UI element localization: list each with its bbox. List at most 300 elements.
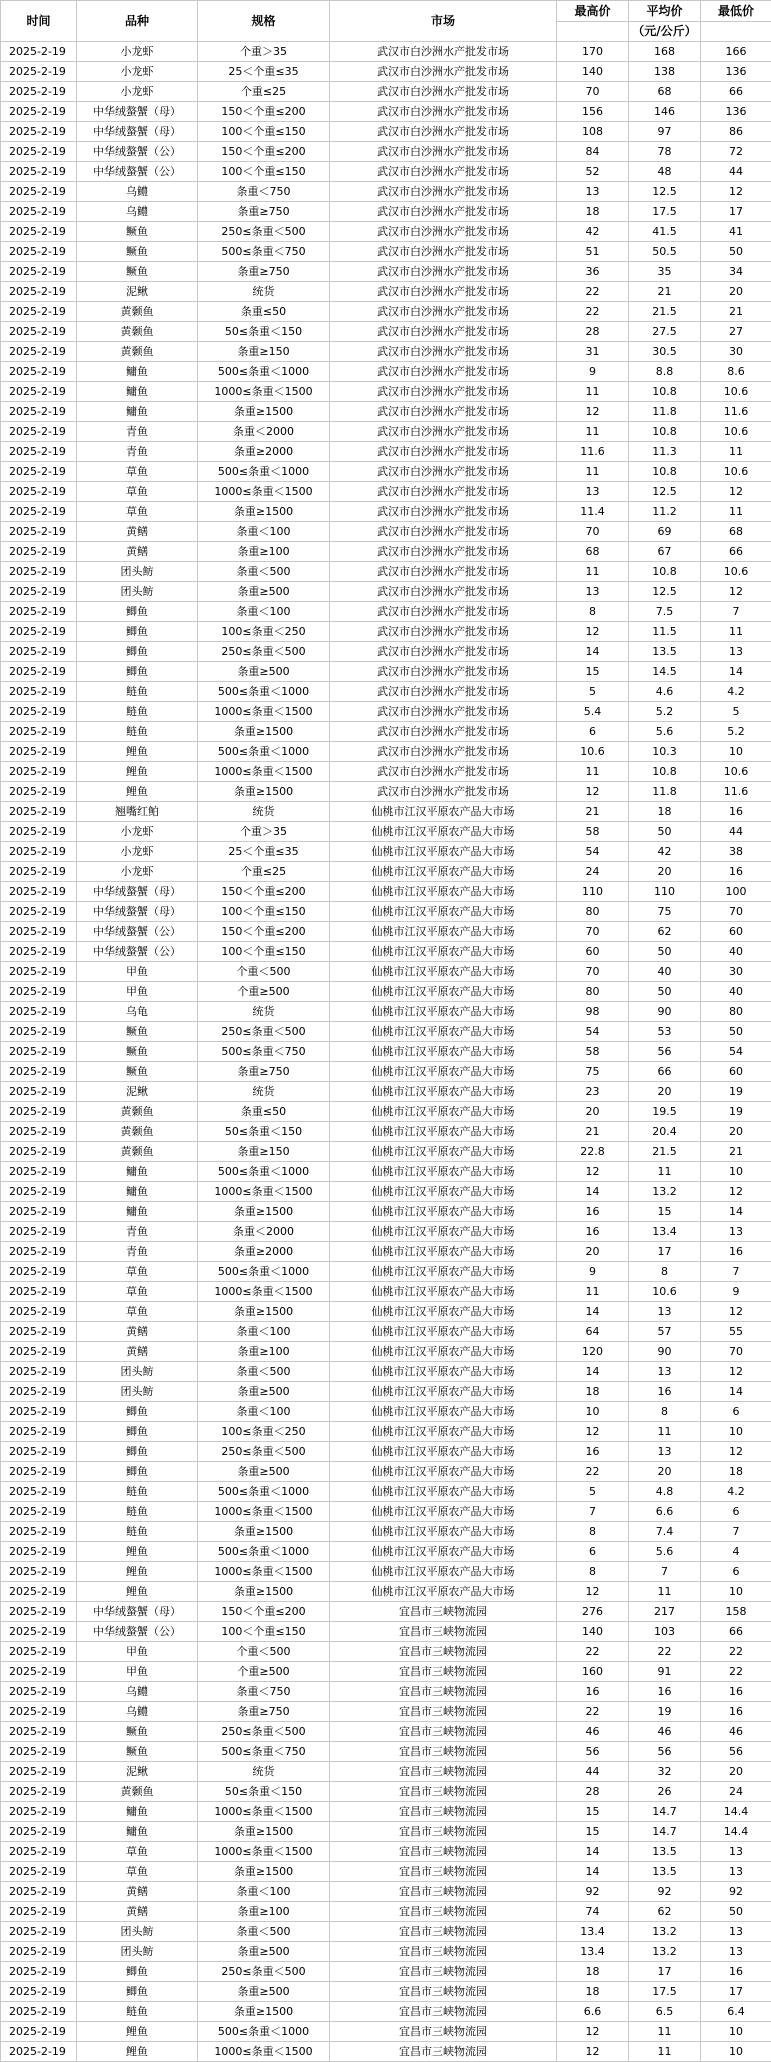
cell-avg-price: 67 xyxy=(629,542,701,562)
cell-time: 2025-2-19 xyxy=(1,202,77,222)
cell-variety: 鳜鱼 xyxy=(77,1042,198,1062)
table-row xyxy=(1,1342,771,1362)
cell-spec: 条重≥1500 xyxy=(198,402,330,422)
table-row xyxy=(1,522,771,542)
cell-spec: 条重＜500 xyxy=(198,562,330,582)
cell-spec: 条重＜100 xyxy=(198,1402,330,1422)
cell-variety: 甲鱼 xyxy=(77,962,198,982)
cell-min-price: 20 xyxy=(701,282,771,302)
cell-spec: 250≤条重＜500 xyxy=(198,1722,330,1742)
cell-market: 仙桃市江汉平原农产品大市场 xyxy=(330,1282,557,1302)
cell-time: 2025-2-19 xyxy=(1,702,77,722)
cell-market: 仙桃市江汉平原农产品大市场 xyxy=(330,1102,557,1122)
cell-time: 2025-2-19 xyxy=(1,402,77,422)
cell-spec: 500≤条重＜750 xyxy=(198,1742,330,1762)
cell-avg-price: 14.7 xyxy=(629,1802,701,1822)
cell-min-price: 38 xyxy=(701,842,771,862)
cell-min-price: 66 xyxy=(701,1622,771,1642)
cell-time: 2025-2-19 xyxy=(1,542,77,562)
cell-market: 仙桃市江汉平原农产品大市场 xyxy=(330,1082,557,1102)
table-row xyxy=(1,842,771,862)
cell-variety: 鲫鱼 xyxy=(77,1442,198,1462)
cell-max-price: 15 xyxy=(557,1822,629,1842)
cell-min-price: 41 xyxy=(701,222,771,242)
cell-max-price: 5 xyxy=(557,1482,629,1502)
cell-min-price: 13 xyxy=(701,1842,771,1862)
cell-time: 2025-2-19 xyxy=(1,1242,77,1262)
cell-market: 武汉市白沙洲水产批发市场 xyxy=(330,202,557,222)
cell-variety: 鳜鱼 xyxy=(77,242,198,262)
cell-time: 2025-2-19 xyxy=(1,42,77,62)
cell-time: 2025-2-19 xyxy=(1,1622,77,1642)
cell-variety: 鲫鱼 xyxy=(77,1462,198,1482)
cell-market: 仙桃市江汉平原农产品大市场 xyxy=(330,1342,557,1362)
cell-min-price: 10 xyxy=(701,2042,771,2062)
table-row xyxy=(1,1542,771,1562)
cell-variety: 鳜鱼 xyxy=(77,222,198,242)
cell-max-price: 18 xyxy=(557,1962,629,1982)
table-row xyxy=(1,362,771,382)
cell-market: 武汉市白沙洲水产批发市场 xyxy=(330,582,557,602)
cell-time: 2025-2-19 xyxy=(1,1202,77,1222)
cell-variety: 青鱼 xyxy=(77,442,198,462)
cell-min-price: 10 xyxy=(701,2022,771,2042)
cell-time: 2025-2-19 xyxy=(1,942,77,962)
cell-max-price: 22.8 xyxy=(557,1142,629,1162)
cell-avg-price: 4.6 xyxy=(629,682,701,702)
cell-max-price: 14 xyxy=(557,1842,629,1862)
cell-time: 2025-2-19 xyxy=(1,442,77,462)
cell-min-price: 44 xyxy=(701,162,771,182)
cell-avg-price: 56 xyxy=(629,1042,701,1062)
cell-time: 2025-2-19 xyxy=(1,1282,77,1302)
cell-spec: 条重≥1500 xyxy=(198,1302,330,1322)
cell-spec: 1000≤条重＜1500 xyxy=(198,1182,330,1202)
cell-variety: 小龙虾 xyxy=(77,82,198,102)
cell-avg-price: 11.5 xyxy=(629,622,701,642)
cell-market: 宜昌市三峡物流园 xyxy=(330,1622,557,1642)
cell-time: 2025-2-19 xyxy=(1,1942,77,1962)
cell-time: 2025-2-19 xyxy=(1,1922,77,1942)
cell-min-price: 50 xyxy=(701,1022,771,1042)
cell-max-price: 21 xyxy=(557,1122,629,1142)
cell-max-price: 12 xyxy=(557,622,629,642)
cell-market: 宜昌市三峡物流园 xyxy=(330,1802,557,1822)
cell-variety: 泥鳅 xyxy=(77,1762,198,1782)
cell-variety: 鲤鱼 xyxy=(77,742,198,762)
cell-max-price: 28 xyxy=(557,1782,629,1802)
cell-avg-price: 10.8 xyxy=(629,762,701,782)
cell-min-price: 6.4 xyxy=(701,2002,771,2022)
cell-max-price: 16 xyxy=(557,1222,629,1242)
cell-min-price: 6 xyxy=(701,1502,771,1522)
cell-avg-price: 75 xyxy=(629,902,701,922)
table-row xyxy=(1,582,771,602)
cell-max-price: 16 xyxy=(557,1682,629,1702)
cell-min-price: 10.6 xyxy=(701,562,771,582)
cell-market: 仙桃市江汉平原农产品大市场 xyxy=(330,1542,557,1562)
cell-variety: 鲤鱼 xyxy=(77,2022,198,2042)
cell-max-price: 22 xyxy=(557,1702,629,1722)
cell-variety: 乌鳢 xyxy=(77,182,198,202)
cell-min-price: 136 xyxy=(701,102,771,122)
cell-min-price: 5.2 xyxy=(701,722,771,742)
cell-market: 仙桃市江汉平原农产品大市场 xyxy=(330,942,557,962)
cell-max-price: 16 xyxy=(557,1442,629,1462)
cell-min-price: 44 xyxy=(701,822,771,842)
cell-max-price: 36 xyxy=(557,262,629,282)
cell-min-price: 12 xyxy=(701,1182,771,1202)
cell-max-price: 14 xyxy=(557,1862,629,1882)
cell-variety: 鲢鱼 xyxy=(77,1502,198,1522)
table-row xyxy=(1,1982,771,2002)
cell-market: 武汉市白沙洲水产批发市场 xyxy=(330,82,557,102)
cell-time: 2025-2-19 xyxy=(1,842,77,862)
table-row xyxy=(1,1882,771,1902)
cell-variety: 草鱼 xyxy=(77,482,198,502)
table-row xyxy=(1,222,771,242)
cell-max-price: 58 xyxy=(557,822,629,842)
cell-market: 武汉市白沙洲水产批发市场 xyxy=(330,682,557,702)
cell-avg-price: 11 xyxy=(629,2022,701,2042)
cell-avg-price: 12.5 xyxy=(629,182,701,202)
cell-max-price: 12 xyxy=(557,2022,629,2042)
cell-max-price: 54 xyxy=(557,1022,629,1042)
cell-avg-price: 5.6 xyxy=(629,722,701,742)
cell-min-price: 16 xyxy=(701,1962,771,1982)
cell-avg-price: 90 xyxy=(629,1342,701,1362)
cell-max-price: 18 xyxy=(557,202,629,222)
cell-market: 仙桃市江汉平原农产品大市场 xyxy=(330,1422,557,1442)
cell-market: 武汉市白沙洲水产批发市场 xyxy=(330,62,557,82)
cell-time: 2025-2-19 xyxy=(1,322,77,342)
cell-time: 2025-2-19 xyxy=(1,122,77,142)
cell-variety: 中华绒螯蟹（公） xyxy=(77,922,198,942)
cell-market: 武汉市白沙洲水产批发市场 xyxy=(330,342,557,362)
cell-market: 宜昌市三峡物流园 xyxy=(330,1662,557,1682)
cell-min-price: 6 xyxy=(701,1402,771,1422)
cell-variety: 草鱼 xyxy=(77,1842,198,1862)
cell-min-price: 70 xyxy=(701,1342,771,1362)
cell-time: 2025-2-19 xyxy=(1,1482,77,1502)
cell-avg-price: 42 xyxy=(629,842,701,862)
cell-market: 武汉市白沙洲水产批发市场 xyxy=(330,442,557,462)
table-row xyxy=(1,382,771,402)
cell-spec: 100＜个重≤150 xyxy=(198,902,330,922)
cell-market: 仙桃市江汉平原农产品大市场 xyxy=(330,1202,557,1222)
table-row xyxy=(1,1162,771,1182)
table-row xyxy=(1,1842,771,1862)
cell-spec: 条重≥1500 xyxy=(198,502,330,522)
cell-market: 武汉市白沙洲水产批发市场 xyxy=(330,702,557,722)
cell-max-price: 170 xyxy=(557,42,629,62)
cell-max-price: 14 xyxy=(557,642,629,662)
cell-spec: 统货 xyxy=(198,1762,330,1782)
cell-time: 2025-2-19 xyxy=(1,782,77,802)
cell-time: 2025-2-19 xyxy=(1,142,77,162)
table-row xyxy=(1,1562,771,1582)
table-row xyxy=(1,1462,771,1482)
cell-max-price: 12 xyxy=(557,1162,629,1182)
cell-variety: 甲鱼 xyxy=(77,982,198,1002)
cell-market: 仙桃市江汉平原农产品大市场 xyxy=(330,1022,557,1042)
cell-max-price: 13 xyxy=(557,182,629,202)
header-market: 市场 xyxy=(330,1,557,42)
cell-market: 武汉市白沙洲水产批发市场 xyxy=(330,282,557,302)
cell-variety: 中华绒螯蟹（公） xyxy=(77,142,198,162)
cell-time: 2025-2-19 xyxy=(1,1842,77,1862)
table-row xyxy=(1,402,771,422)
cell-variety: 小龙虾 xyxy=(77,842,198,862)
cell-market: 仙桃市江汉平原农产品大市场 xyxy=(330,1402,557,1422)
cell-max-price: 13 xyxy=(557,482,629,502)
cell-spec: 统货 xyxy=(198,282,330,302)
cell-min-price: 13 xyxy=(701,1922,771,1942)
cell-max-price: 70 xyxy=(557,82,629,102)
cell-market: 武汉市白沙洲水产批发市场 xyxy=(330,622,557,642)
cell-spec: 条重≥100 xyxy=(198,1902,330,1922)
cell-market: 仙桃市江汉平原农产品大市场 xyxy=(330,1322,557,1342)
cell-market: 武汉市白沙洲水产批发市场 xyxy=(330,362,557,382)
cell-min-price: 13 xyxy=(701,1862,771,1882)
cell-time: 2025-2-19 xyxy=(1,1022,77,1042)
cell-time: 2025-2-19 xyxy=(1,1882,77,1902)
cell-time: 2025-2-19 xyxy=(1,62,77,82)
cell-variety: 黄颡鱼 xyxy=(77,1782,198,1802)
table-row xyxy=(1,2002,771,2022)
cell-market: 仙桃市江汉平原农产品大市场 xyxy=(330,1002,557,1022)
cell-spec: 100＜个重≤150 xyxy=(198,942,330,962)
cell-max-price: 68 xyxy=(557,542,629,562)
cell-variety: 鲢鱼 xyxy=(77,682,198,702)
cell-min-price: 158 xyxy=(701,1602,771,1622)
cell-market: 武汉市白沙洲水产批发市场 xyxy=(330,382,557,402)
cell-market: 仙桃市江汉平原农产品大市场 xyxy=(330,1462,557,1482)
cell-spec: 1000≤条重＜1500 xyxy=(198,2042,330,2062)
cell-spec: 条重≥2000 xyxy=(198,442,330,462)
cell-spec: 统货 xyxy=(198,1082,330,1102)
cell-avg-price: 10.6 xyxy=(629,1282,701,1302)
cell-spec: 150＜个重≤200 xyxy=(198,922,330,942)
cell-variety: 小龙虾 xyxy=(77,822,198,842)
cell-spec: 个重＜500 xyxy=(198,1642,330,1662)
cell-min-price: 10 xyxy=(701,1582,771,1602)
cell-avg-price: 6.6 xyxy=(629,1502,701,1522)
cell-max-price: 51 xyxy=(557,242,629,262)
cell-variety: 草鱼 xyxy=(77,502,198,522)
cell-min-price: 14.4 xyxy=(701,1822,771,1842)
cell-avg-price: 103 xyxy=(629,1622,701,1642)
cell-time: 2025-2-19 xyxy=(1,1522,77,1542)
cell-min-price: 7 xyxy=(701,1522,771,1542)
cell-max-price: 15 xyxy=(557,1802,629,1822)
cell-spec: 条重≥1500 xyxy=(198,722,330,742)
cell-time: 2025-2-19 xyxy=(1,882,77,902)
cell-min-price: 5 xyxy=(701,702,771,722)
cell-spec: 500≤条重＜1000 xyxy=(198,2022,330,2042)
cell-spec: 条重≥500 xyxy=(198,1942,330,1962)
cell-max-price: 28 xyxy=(557,322,629,342)
cell-spec: 250≤条重＜500 xyxy=(198,1962,330,1982)
table-row xyxy=(1,502,771,522)
cell-max-price: 84 xyxy=(557,142,629,162)
cell-min-price: 30 xyxy=(701,342,771,362)
cell-avg-price: 7.4 xyxy=(629,1522,701,1542)
table-row xyxy=(1,902,771,922)
cell-variety: 青鱼 xyxy=(77,1242,198,1262)
cell-min-price: 70 xyxy=(701,902,771,922)
cell-min-price: 14 xyxy=(701,662,771,682)
cell-market: 武汉市白沙洲水产批发市场 xyxy=(330,322,557,342)
table-row xyxy=(1,1642,771,1662)
cell-min-price: 12 xyxy=(701,582,771,602)
cell-min-price: 10 xyxy=(701,1162,771,1182)
cell-avg-price: 13.4 xyxy=(629,1222,701,1242)
cell-market: 武汉市白沙洲水产批发市场 xyxy=(330,762,557,782)
cell-avg-price: 16 xyxy=(629,1382,701,1402)
cell-time: 2025-2-19 xyxy=(1,1542,77,1562)
cell-variety: 黄鳝 xyxy=(77,1322,198,1342)
table-row xyxy=(1,322,771,342)
cell-avg-price: 20 xyxy=(629,1462,701,1482)
cell-avg-price: 68 xyxy=(629,82,701,102)
cell-min-price: 12 xyxy=(701,1302,771,1322)
cell-avg-price: 13 xyxy=(629,1442,701,1462)
cell-max-price: 70 xyxy=(557,922,629,942)
cell-min-price: 20 xyxy=(701,1122,771,1142)
cell-max-price: 11 xyxy=(557,562,629,582)
cell-max-price: 140 xyxy=(557,1622,629,1642)
cell-avg-price: 46 xyxy=(629,1722,701,1742)
cell-spec: 条重＜100 xyxy=(198,602,330,622)
cell-time: 2025-2-19 xyxy=(1,182,77,202)
table-row xyxy=(1,282,771,302)
cell-variety: 草鱼 xyxy=(77,1302,198,1322)
cell-time: 2025-2-19 xyxy=(1,1402,77,1422)
cell-spec: 条重≥750 xyxy=(198,1062,330,1082)
cell-avg-price: 62 xyxy=(629,922,701,942)
cell-time: 2025-2-19 xyxy=(1,482,77,502)
cell-variety: 鳙鱼 xyxy=(77,382,198,402)
table-row xyxy=(1,1022,771,1042)
table-row xyxy=(1,482,771,502)
cell-spec: 条重≥500 xyxy=(198,1382,330,1402)
table-row xyxy=(1,982,771,1002)
cell-time: 2025-2-19 xyxy=(1,1682,77,1702)
cell-variety: 黄鳝 xyxy=(77,522,198,542)
table-row xyxy=(1,882,771,902)
cell-time: 2025-2-19 xyxy=(1,1822,77,1842)
cell-time: 2025-2-19 xyxy=(1,1342,77,1362)
cell-time: 2025-2-19 xyxy=(1,662,77,682)
cell-max-price: 80 xyxy=(557,982,629,1002)
cell-max-price: 44 xyxy=(557,1762,629,1782)
cell-min-price: 14 xyxy=(701,1382,771,1402)
table-row xyxy=(1,1802,771,1822)
table-row xyxy=(1,1962,771,1982)
cell-max-price: 70 xyxy=(557,522,629,542)
table-row xyxy=(1,1142,771,1162)
cell-time: 2025-2-19 xyxy=(1,342,77,362)
cell-max-price: 13.4 xyxy=(557,1942,629,1962)
cell-min-price: 86 xyxy=(701,122,771,142)
cell-spec: 100＜个重≤150 xyxy=(198,122,330,142)
cell-time: 2025-2-19 xyxy=(1,1562,77,1582)
table-row xyxy=(1,2022,771,2042)
cell-max-price: 5.4 xyxy=(557,702,629,722)
cell-spec: 条重≥2000 xyxy=(198,1242,330,1262)
cell-spec: 1000≤条重＜1500 xyxy=(198,1562,330,1582)
cell-spec: 个重＞35 xyxy=(198,822,330,842)
cell-max-price: 12 xyxy=(557,782,629,802)
cell-avg-price: 97 xyxy=(629,122,701,142)
cell-min-price: 8.6 xyxy=(701,362,771,382)
table-row xyxy=(1,782,771,802)
cell-min-price: 55 xyxy=(701,1322,771,1342)
cell-avg-price: 18 xyxy=(629,802,701,822)
cell-avg-price: 10.8 xyxy=(629,422,701,442)
cell-max-price: 160 xyxy=(557,1662,629,1682)
cell-min-price: 11.6 xyxy=(701,782,771,802)
cell-min-price: 12 xyxy=(701,482,771,502)
cell-time: 2025-2-19 xyxy=(1,622,77,642)
cell-variety: 中华绒螯蟹（公） xyxy=(77,162,198,182)
cell-max-price: 110 xyxy=(557,882,629,902)
table-row xyxy=(1,1182,771,1202)
cell-max-price: 14 xyxy=(557,1182,629,1202)
cell-min-price: 20 xyxy=(701,1762,771,1782)
cell-max-price: 13.4 xyxy=(557,1922,629,1942)
cell-market: 仙桃市江汉平原农产品大市场 xyxy=(330,842,557,862)
cell-spec: 条重＜2000 xyxy=(198,1222,330,1242)
cell-avg-price: 56 xyxy=(629,1742,701,1762)
cell-min-price: 7 xyxy=(701,602,771,622)
cell-min-price: 100 xyxy=(701,882,771,902)
cell-variety: 翘嘴红鲌 xyxy=(77,802,198,822)
cell-variety: 草鱼 xyxy=(77,1262,198,1282)
cell-min-price: 92 xyxy=(701,1882,771,1902)
cell-min-price: 12 xyxy=(701,1362,771,1382)
cell-avg-price: 13 xyxy=(629,1302,701,1322)
cell-max-price: 20 xyxy=(557,1242,629,1262)
cell-min-price: 22 xyxy=(701,1662,771,1682)
cell-variety: 黄鳝 xyxy=(77,1902,198,1922)
cell-spec: 个重≤25 xyxy=(198,862,330,882)
table-row xyxy=(1,1822,771,1842)
cell-variety: 黄颡鱼 xyxy=(77,1122,198,1142)
cell-time: 2025-2-19 xyxy=(1,562,77,582)
cell-min-price: 14 xyxy=(701,1202,771,1222)
cell-time: 2025-2-19 xyxy=(1,1362,77,1382)
cell-avg-price: 91 xyxy=(629,1662,701,1682)
cell-time: 2025-2-19 xyxy=(1,1582,77,1602)
cell-market: 仙桃市江汉平原农产品大市场 xyxy=(330,1522,557,1542)
cell-max-price: 74 xyxy=(557,1902,629,1922)
cell-time: 2025-2-19 xyxy=(1,302,77,322)
cell-min-price: 54 xyxy=(701,1042,771,1062)
cell-spec: 250≤条重＜500 xyxy=(198,1442,330,1462)
cell-min-price: 16 xyxy=(701,1702,771,1722)
cell-market: 仙桃市江汉平原农产品大市场 xyxy=(330,922,557,942)
cell-spec: 100＜个重≤150 xyxy=(198,1622,330,1642)
cell-min-price: 60 xyxy=(701,922,771,942)
table-row xyxy=(1,942,771,962)
table-row xyxy=(1,102,771,122)
cell-variety: 黄颡鱼 xyxy=(77,322,198,342)
cell-spec: 条重≥1500 xyxy=(198,1862,330,1882)
cell-variety: 鳙鱼 xyxy=(77,1202,198,1222)
cell-max-price: 92 xyxy=(557,1882,629,1902)
